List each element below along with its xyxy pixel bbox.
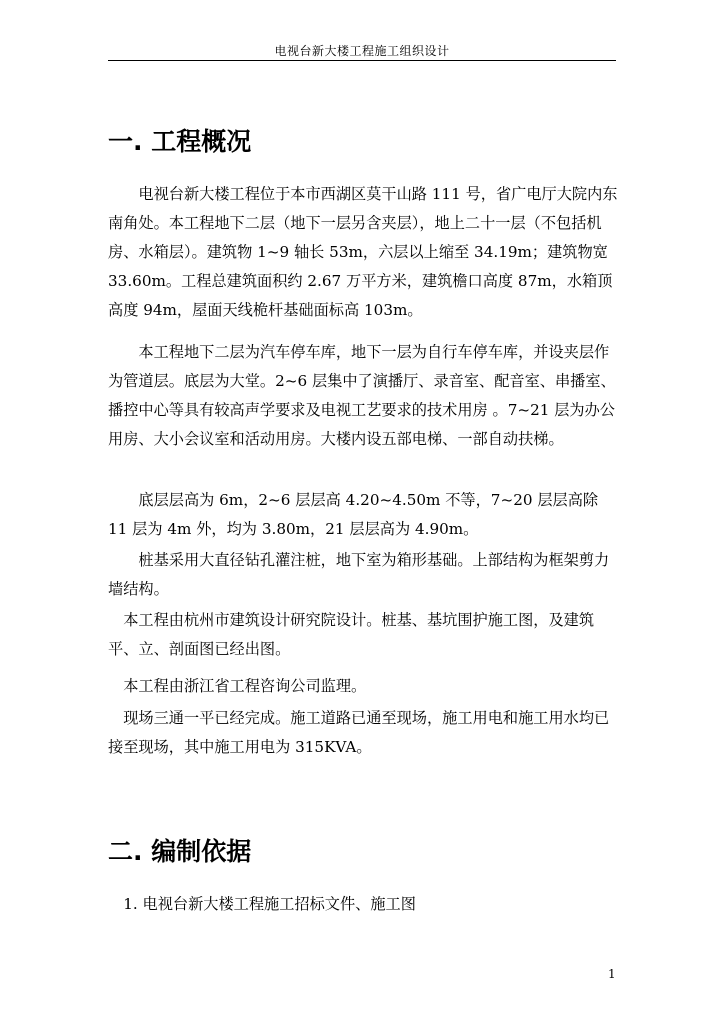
paragraph: 现场三通一平已经完成。施工道路已通至现场，施工用电和施工用水均已接至现场，其中施工用电为 315KVA。 [108, 709, 610, 756]
paragraph: 本工程由杭州市建筑设计研究院设计。桩基、基坑围护施工图，及建筑平、立、剖面图已经出图。 [108, 611, 594, 658]
section-heading-basis: 二. 编制依据 [108, 837, 252, 866]
paragraph: 桩基采用大直径钻孔灌注桩，地下室为箱形基础。上部结构为框架剪力墙结构。 [108, 551, 610, 598]
paragraph: 电视台新大楼工程位于本市西湖区莫干山路 111 号，省广电厅大院内东南角处。本工程地下二层（地下一层另含夹层），地上二十一层（不包括机房、水箱层）。建筑物 1~9 轴长 53m，六层以上缩至 34.19m；建筑物宽 33.60m。工程总建筑面积约 2.67 万平方米，建筑檐口高度 87m，水箱顶高度 94m，屋面天线桅杆基础面标高 103m。 [108, 185, 618, 319]
page-header: 电视台新大楼工程施工组织设计 [274, 44, 450, 58]
paragraph: 本工程由浙江省工程咨询公司监理。 [108, 677, 367, 695]
page-number: 1 [608, 967, 616, 981]
paragraph: 底层层高为 6m，2~6 层层高 4.20~4.50m 不等，7~20 层层高除 11 层为 4m 外，均为 3.80m，21 层层高为 4.90m。 [108, 491, 599, 538]
list-item: 1. 电视台新大楼工程施工招标文件、施工图 [108, 895, 416, 913]
section-heading-overview: 一. 工程概况 [108, 127, 252, 156]
header-rule [108, 60, 616, 61]
paragraph: 本工程地下二层为汽车停车库，地下一层为自行车停车库，并设夹层作为管道层。底层为大堂。2~6 层集中了演播厅、录音室、配音室、串播室、播控中心等具有较高声学要求及电视工艺要求的技术用房 。7~21 层为办公用房、大小会议室和活动用房。大楼内设五部电梯、一部自动扶梯。 [108, 343, 616, 448]
